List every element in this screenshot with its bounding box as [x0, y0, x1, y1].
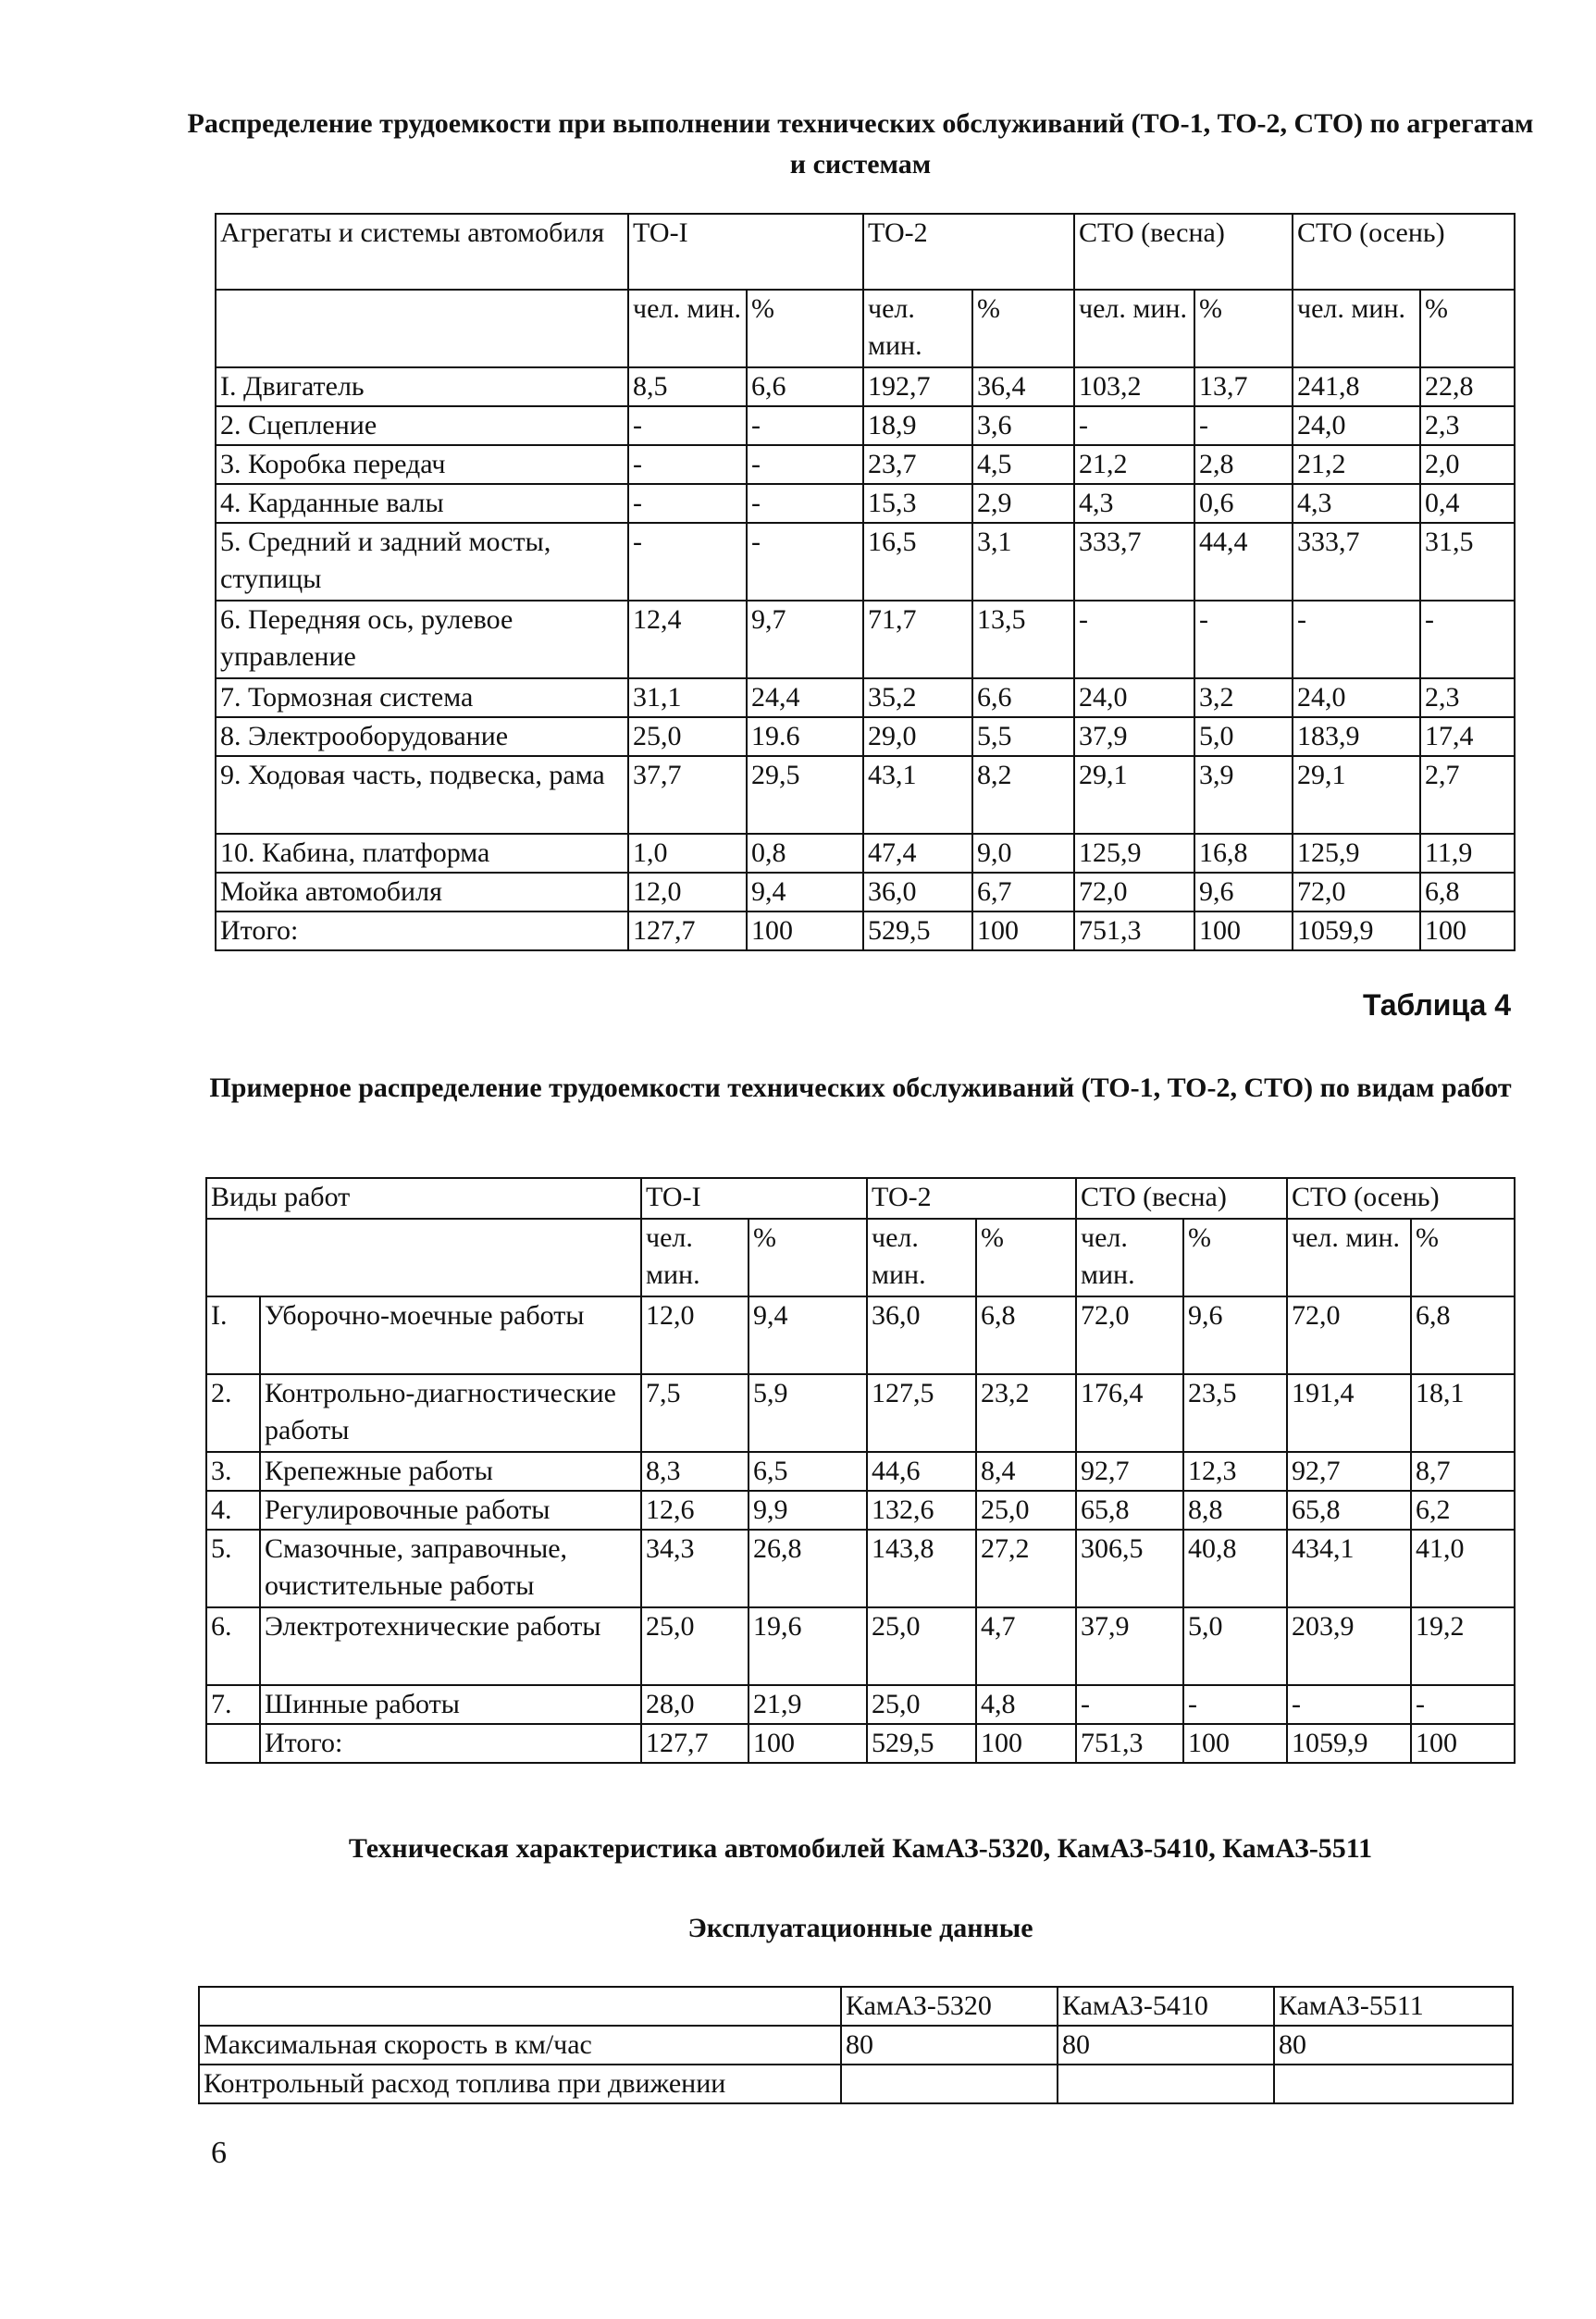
- cell-value: -: [747, 445, 863, 484]
- cell-value: 37,7: [628, 756, 747, 834]
- cell-value: 18,9: [863, 406, 972, 445]
- row-label: Мойка автомобиля: [216, 873, 628, 911]
- cell-value: 2,7: [1420, 756, 1515, 834]
- table2-title: Примерное распределение трудоемкости технических обслуживаний (ТО-1, ТО-2, СТО) по видам работ: [209, 1073, 1512, 1103]
- row-label: 7. Тормозная система: [216, 678, 628, 717]
- cell-value: 29,5: [747, 756, 863, 834]
- cell-value: 191,4: [1287, 1374, 1411, 1452]
- cell-value: 333,7: [1074, 523, 1194, 601]
- col-header-to2: ТО-2: [867, 1178, 1076, 1219]
- cell-value: 3,6: [972, 406, 1074, 445]
- cell-value: 3,9: [1194, 756, 1293, 834]
- cell-value: 12,6: [641, 1491, 749, 1530]
- table-row: [216, 678, 1515, 717]
- cell-value: 9,7: [747, 601, 863, 678]
- subheader-unit: чел. мин.: [1293, 290, 1420, 367]
- cell-value: 1059,9: [1293, 911, 1420, 950]
- table-row: [216, 601, 1515, 678]
- cell-value: 13,5: [972, 601, 1074, 678]
- table1-title: Распределение трудоемкости при выполнении технических обслуживаний (ТО-1, ТО-2, СТО) по агрегатам и системам: [187, 108, 1534, 180]
- cell-value: 25,0: [867, 1607, 976, 1685]
- cell-value: 9,4: [747, 873, 863, 911]
- cell-value: 16,5: [863, 523, 972, 601]
- cell-value: 6,8: [976, 1296, 1076, 1374]
- cell-value: 92,7: [1076, 1452, 1183, 1491]
- cell-value: -: [1194, 406, 1293, 445]
- row-label: 6. Передняя ось, рулевое управление: [216, 601, 628, 678]
- cell-value: 2,3: [1420, 678, 1515, 717]
- row-label: Смазочные, заправочные, очистительные работы: [260, 1530, 641, 1607]
- col-header-sto-spring: СТО (весна): [1076, 1178, 1287, 1219]
- table-caption: Таблица 4: [1362, 988, 1511, 1022]
- cell-value: 9,9: [749, 1491, 867, 1530]
- cell-value: -: [1287, 1685, 1411, 1724]
- col-header-work-types: Виды работ: [206, 1178, 641, 1219]
- table-row: [206, 1491, 1515, 1530]
- table-row: [206, 1724, 1515, 1763]
- cell-value: [841, 2065, 1058, 2103]
- model-header: КамАЗ-5410: [1058, 1987, 1274, 2026]
- cell-value: 24,0: [1293, 406, 1420, 445]
- cell-value: -: [747, 523, 863, 601]
- cell-value: 25,0: [976, 1491, 1076, 1530]
- cell-value: 25,0: [867, 1685, 976, 1724]
- table-by-units: [215, 213, 1516, 951]
- cell-value: 8,4: [976, 1452, 1076, 1491]
- cell-value: -: [628, 484, 747, 523]
- cell-value: 3,1: [972, 523, 1074, 601]
- subheader-percent: %: [1183, 1219, 1287, 1296]
- table-row: [216, 484, 1515, 523]
- cell-value: 0,6: [1194, 484, 1293, 523]
- cell-value: 47,4: [863, 834, 972, 873]
- cell-value: 72,0: [1287, 1296, 1411, 1374]
- row-label: Итого:: [216, 911, 628, 950]
- table-row: [216, 406, 1515, 445]
- cell-value: 12,4: [628, 601, 747, 678]
- cell-value: 26,8: [749, 1530, 867, 1607]
- cell-value: 333,7: [1293, 523, 1420, 601]
- subheader-percent: %: [1420, 290, 1515, 367]
- row-label: 3. Коробка передач: [216, 445, 628, 484]
- table-row: [206, 1685, 1515, 1724]
- cell-value: 100: [749, 1724, 867, 1763]
- cell-value: 31,5: [1420, 523, 1515, 601]
- model-header: КамАЗ-5320: [841, 1987, 1058, 2026]
- page-number: 6: [211, 2136, 227, 2170]
- row-label: Шинные работы: [260, 1685, 641, 1724]
- cell-value: 19.6: [747, 717, 863, 756]
- col-header-sto-spring: СТО (весна): [1074, 214, 1293, 290]
- cell-value: 4,5: [972, 445, 1074, 484]
- cell-value: -: [747, 406, 863, 445]
- cell-value: 25,0: [628, 717, 747, 756]
- cell-value: 100: [1411, 1724, 1515, 1763]
- cell-value: 12,3: [1183, 1452, 1287, 1491]
- cell-value: 8,8: [1183, 1491, 1287, 1530]
- row-number: 5.: [206, 1530, 260, 1607]
- subheader-unit: чел. мин.: [1074, 290, 1194, 367]
- table-row: [206, 1296, 1515, 1374]
- cell-value: 35,2: [863, 678, 972, 717]
- cell-value: 36,4: [972, 367, 1074, 406]
- subheader-percent: %: [1411, 1219, 1515, 1296]
- col-header-sto-autumn: СТО (осень): [1287, 1178, 1515, 1219]
- cell-value: 23,5: [1183, 1374, 1287, 1452]
- cell-value: -: [747, 484, 863, 523]
- cell-value: 8,2: [972, 756, 1074, 834]
- cell-value: 44,6: [867, 1452, 976, 1491]
- cell-value: 43,1: [863, 756, 972, 834]
- col-header-to1: ТО-I: [628, 214, 863, 290]
- cell-value: 72,0: [1074, 873, 1194, 911]
- table-row: [216, 834, 1515, 873]
- cell-value: -: [628, 523, 747, 601]
- cell-value: 21,9: [749, 1685, 867, 1724]
- row-label: Итого:: [260, 1724, 641, 1763]
- row-label: 4. Карданные валы: [216, 484, 628, 523]
- cell-value: 1059,9: [1287, 1724, 1411, 1763]
- cell-value: 8,5: [628, 367, 747, 406]
- cell-value: 22,8: [1420, 367, 1515, 406]
- table-row: [206, 1374, 1515, 1452]
- cell-value: 36,0: [863, 873, 972, 911]
- table-row: [216, 445, 1515, 484]
- cell-value: 44,4: [1194, 523, 1293, 601]
- table-row: [216, 717, 1515, 756]
- cell-value: 34,3: [641, 1530, 749, 1607]
- row-label: Регулировочные работы: [260, 1491, 641, 1530]
- cell-value: 40,8: [1183, 1530, 1287, 1607]
- cell-value: 6,7: [972, 873, 1074, 911]
- cell-value: 203,9: [1287, 1607, 1411, 1685]
- cell-value: 127,7: [628, 911, 747, 950]
- empty-cell: [206, 1219, 641, 1296]
- cell-value: -: [1420, 601, 1515, 678]
- cell-value: 65,8: [1076, 1491, 1183, 1530]
- cell-value: 5,0: [1194, 717, 1293, 756]
- col-header-to2: ТО-2: [863, 214, 1074, 290]
- cell-value: 9,6: [1183, 1296, 1287, 1374]
- cell-value: 100: [1420, 911, 1515, 950]
- table-row: [216, 523, 1515, 601]
- cell-value: 100: [1183, 1724, 1287, 1763]
- row-number: [206, 1724, 260, 1763]
- cell-value: 18,1: [1411, 1374, 1515, 1452]
- cell-value: 306,5: [1076, 1530, 1183, 1607]
- cell-value: 5,0: [1183, 1607, 1287, 1685]
- cell-value: 192,7: [863, 367, 972, 406]
- cell-value: 6,8: [1411, 1296, 1515, 1374]
- cell-value: 23,7: [863, 445, 972, 484]
- cell-value: -: [1411, 1685, 1515, 1724]
- cell-value: 17,4: [1420, 717, 1515, 756]
- empty-cell: [216, 290, 628, 367]
- cell-value: 1,0: [628, 834, 747, 873]
- empty-cell: [199, 1987, 841, 2026]
- cell-value: -: [628, 445, 747, 484]
- subheader-percent: %: [972, 290, 1074, 367]
- row-label: 9. Ходовая часть, подвеска, рама: [216, 756, 628, 834]
- table-row: [199, 2026, 1513, 2065]
- cell-value: 29,1: [1074, 756, 1194, 834]
- cell-value: 31,1: [628, 678, 747, 717]
- specs-subtitle: Эксплуатационные данные: [687, 1913, 1033, 1943]
- cell-value: 4,8: [976, 1685, 1076, 1724]
- cell-value: 6,6: [972, 678, 1074, 717]
- row-number: 2.: [206, 1374, 260, 1452]
- cell-value: 71,7: [863, 601, 972, 678]
- row-number: 3.: [206, 1452, 260, 1491]
- cell-value: 19,6: [749, 1607, 867, 1685]
- cell-value: -: [628, 406, 747, 445]
- cell-value: 183,9: [1293, 717, 1420, 756]
- cell-value: [1058, 2065, 1274, 2103]
- cell-value: 92,7: [1287, 1452, 1411, 1491]
- cell-value: 37,9: [1074, 717, 1194, 756]
- cell-value: 100: [972, 911, 1074, 950]
- row-number: I.: [206, 1296, 260, 1374]
- cell-value: 23,2: [976, 1374, 1076, 1452]
- cell-value: 2,0: [1420, 445, 1515, 484]
- cell-value: 2,8: [1194, 445, 1293, 484]
- cell-value: 4,7: [976, 1607, 1076, 1685]
- cell-value: -: [1293, 601, 1420, 678]
- cell-value: 125,9: [1074, 834, 1194, 873]
- row-number: 7.: [206, 1685, 260, 1724]
- cell-value: 6,2: [1411, 1491, 1515, 1530]
- table-specs: [198, 1986, 1514, 2104]
- cell-value: 21,2: [1293, 445, 1420, 484]
- cell-value: 5,9: [749, 1374, 867, 1452]
- cell-value: 12,0: [628, 873, 747, 911]
- cell-value: 0,8: [747, 834, 863, 873]
- cell-value: 6,5: [749, 1452, 867, 1491]
- cell-value: 100: [747, 911, 863, 950]
- cell-value: 2,9: [972, 484, 1074, 523]
- subheader-unit: чел. мин.: [867, 1219, 976, 1296]
- cell-value: 125,9: [1293, 834, 1420, 873]
- cell-value: 100: [1194, 911, 1293, 950]
- table-row: [216, 756, 1515, 834]
- subheader-unit: чел. мин.: [641, 1219, 749, 1296]
- cell-value: -: [1074, 406, 1194, 445]
- subheader-unit: чел. мин.: [1076, 1219, 1183, 1296]
- table-row: [216, 873, 1515, 911]
- table-by-work-types: [205, 1177, 1516, 1764]
- cell-value: 4,3: [1074, 484, 1194, 523]
- row-label: Максимальная скорость в км/час: [199, 2026, 841, 2065]
- subheader-percent: %: [749, 1219, 867, 1296]
- cell-value: 65,8: [1287, 1491, 1411, 1530]
- cell-value: 5,5: [972, 717, 1074, 756]
- col-header-units: Агрегаты и системы автомобиля: [216, 214, 628, 290]
- cell-value: 751,3: [1076, 1724, 1183, 1763]
- table-row: [206, 1452, 1515, 1491]
- cell-value: 29,0: [863, 717, 972, 756]
- cell-value: 80: [1274, 2026, 1513, 2065]
- subheader-percent: %: [1194, 290, 1293, 367]
- col-header-to1: ТО-I: [641, 1178, 867, 1219]
- row-label: 2. Сцепление: [216, 406, 628, 445]
- cell-value: 9,6: [1194, 873, 1293, 911]
- cell-value: 132,6: [867, 1491, 976, 1530]
- cell-value: 72,0: [1076, 1296, 1183, 1374]
- cell-value: 9,4: [749, 1296, 867, 1374]
- row-label: Крепежные работы: [260, 1452, 641, 1491]
- table-row: [199, 2065, 1513, 2103]
- table-row: [206, 1530, 1515, 1607]
- cell-value: 24,0: [1293, 678, 1420, 717]
- subheader-percent: %: [976, 1219, 1076, 1296]
- cell-value: 4,3: [1293, 484, 1420, 523]
- table-row: [216, 911, 1515, 950]
- cell-value: 6,8: [1420, 873, 1515, 911]
- cell-value: 12,0: [641, 1296, 749, 1374]
- cell-value: -: [1076, 1685, 1183, 1724]
- table-row: [216, 367, 1515, 406]
- cell-value: 434,1: [1287, 1530, 1411, 1607]
- row-label: Электротехнические работы: [260, 1607, 641, 1685]
- row-label: 5. Средний и задний мосты, ступицы: [216, 523, 628, 601]
- cell-value: 0,4: [1420, 484, 1515, 523]
- cell-value: 751,3: [1074, 911, 1194, 950]
- specs-title: Техническая характеристика автомобилей КамАЗ-5320, КамАЗ-5410, КамАЗ-5511: [348, 1833, 1373, 1864]
- cell-value: 176,4: [1076, 1374, 1183, 1452]
- cell-value: 2,3: [1420, 406, 1515, 445]
- cell-value: 24,0: [1074, 678, 1194, 717]
- cell-value: 241,8: [1293, 367, 1420, 406]
- cell-value: -: [1183, 1685, 1287, 1724]
- cell-value: 8,7: [1411, 1452, 1515, 1491]
- cell-value: 13,7: [1194, 367, 1293, 406]
- cell-value: 29,1: [1293, 756, 1420, 834]
- row-number: 6.: [206, 1607, 260, 1685]
- cell-value: 8,3: [641, 1452, 749, 1491]
- row-label: I. Двигатель: [216, 367, 628, 406]
- cell-value: 127,7: [641, 1724, 749, 1763]
- row-label: 8. Электрооборудование: [216, 717, 628, 756]
- row-label: Уборочно-моечные работы: [260, 1296, 641, 1374]
- row-label: Контрольно-диагностические работы: [260, 1374, 641, 1452]
- row-label: Контрольный расход топлива при движении: [199, 2065, 841, 2103]
- cell-value: 25,0: [641, 1607, 749, 1685]
- cell-value: 36,0: [867, 1296, 976, 1374]
- col-header-sto-autumn: СТО (осень): [1293, 214, 1515, 290]
- cell-value: 3,2: [1194, 678, 1293, 717]
- cell-value: 6,6: [747, 367, 863, 406]
- cell-value: 28,0: [641, 1685, 749, 1724]
- table-row: [206, 1607, 1515, 1685]
- cell-value: 11,9: [1420, 834, 1515, 873]
- cell-value: 27,2: [976, 1530, 1076, 1607]
- cell-value: 80: [841, 2026, 1058, 2065]
- cell-value: 24,4: [747, 678, 863, 717]
- cell-value: 143,8: [867, 1530, 976, 1607]
- cell-value: -: [1074, 601, 1194, 678]
- cell-value: 41,0: [1411, 1530, 1515, 1607]
- cell-value: 127,5: [867, 1374, 976, 1452]
- cell-value: [1274, 2065, 1513, 2103]
- cell-value: 529,5: [863, 911, 972, 950]
- cell-value: 7,5: [641, 1374, 749, 1452]
- model-header: КамАЗ-5511: [1274, 1987, 1513, 2026]
- cell-value: 9,0: [972, 834, 1074, 873]
- subheader-unit: чел. мин.: [863, 290, 972, 367]
- row-number: 4.: [206, 1491, 260, 1530]
- cell-value: 21,2: [1074, 445, 1194, 484]
- cell-value: 100: [976, 1724, 1076, 1763]
- subheader-unit: чел. мин.: [628, 290, 747, 367]
- cell-value: 16,8: [1194, 834, 1293, 873]
- cell-value: -: [1194, 601, 1293, 678]
- subheader-percent: %: [747, 290, 863, 367]
- cell-value: 37,9: [1076, 1607, 1183, 1685]
- cell-value: 529,5: [867, 1724, 976, 1763]
- cell-value: 80: [1058, 2026, 1274, 2065]
- cell-value: 103,2: [1074, 367, 1194, 406]
- cell-value: 19,2: [1411, 1607, 1515, 1685]
- cell-value: 72,0: [1293, 873, 1420, 911]
- cell-value: 15,3: [863, 484, 972, 523]
- row-label: 10. Кабина, платформа: [216, 834, 628, 873]
- subheader-unit: чел. мин.: [1287, 1219, 1411, 1296]
